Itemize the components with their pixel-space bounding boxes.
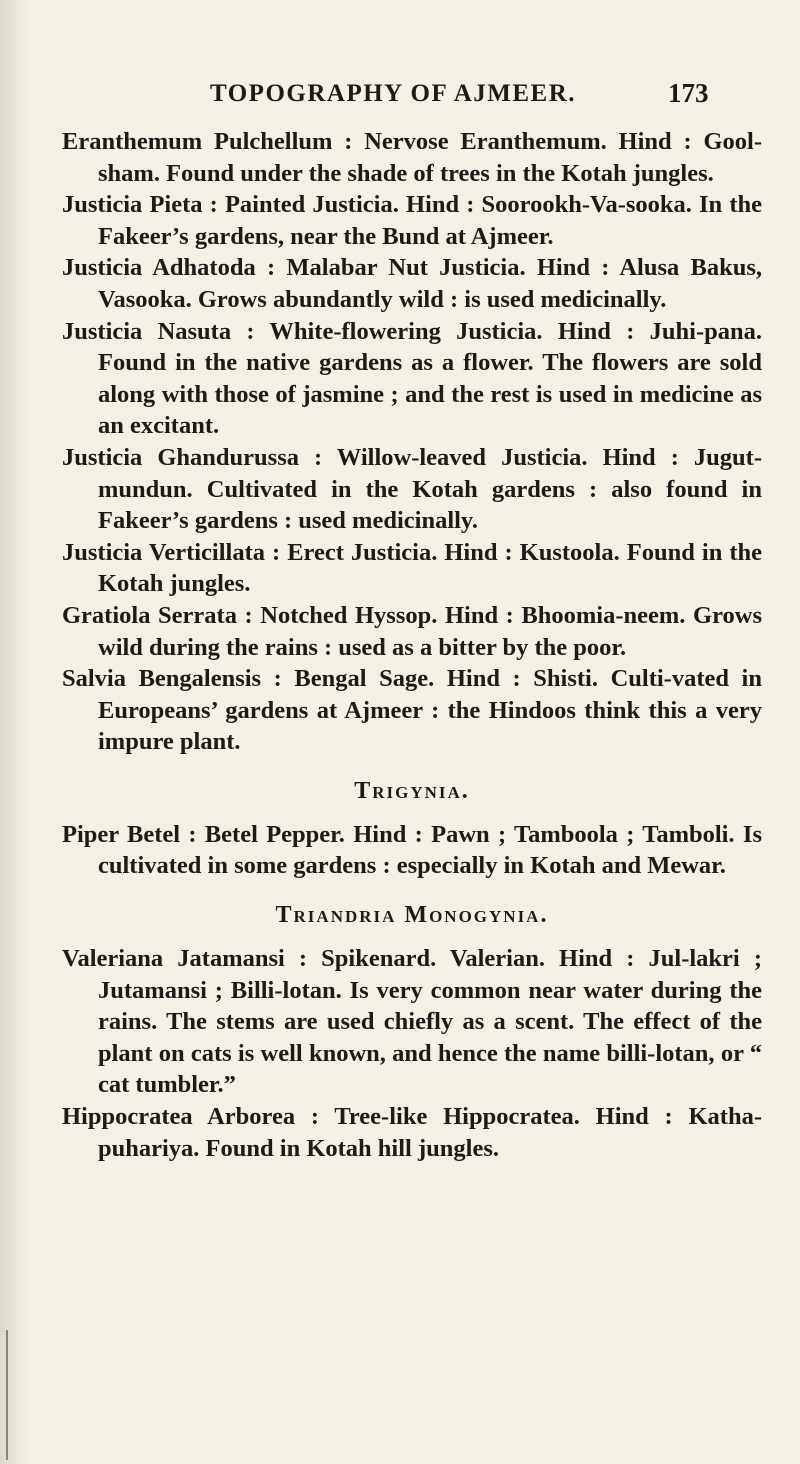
entry-justicia-verticillata: Justicia Verticillata : Erect Justicia. Hind : Kustoola. Found in the Kotah jungles.	[62, 538, 762, 598]
body-text	[62, 126, 762, 1164]
running-title: TOPOGRAPHY OF AJMEER.	[210, 80, 576, 107]
entry-justicia-adhatoda: Justicia Adhatoda : Malabar Nut Justicia. Hind : Alusa Bakus, Vasooka. Grows abundantly wild : is used medicinally.	[62, 254, 762, 313]
entry-piper-betel: Piper Betel : Betel Pepper. Hind : Pawn ; Tamboola ; Tamboli. Is cultivated in some gardens : especially in Kotah and Mewar.	[62, 820, 762, 880]
page-edge-mark	[6, 1330, 8, 1460]
entry-valeriana-jatamansi: Valeriana Jatamansi : Spikenard. Valerian. Hind : Jul-lakri ; Jutamansi ; Billi-lotan. Is very common near water during the rains. The stems are used chiefly as a scent. The effect of the plant on cats is well known, and hence the name billi-lotan, or “ cat tumbler.”	[62, 945, 762, 1099]
entry-gratiola-serrata: Gratiola Serrata : Notched Hyssop. Hind : Bhoomia-neem. Grows wild during the rains : used as a bitter by the poor.	[62, 601, 762, 661]
entry-justicia-pieta: Justicia Pieta : Painted Justicia. Hind : Soorookh-Va-sooka. In the Fakeer’s gardens, near the Bund at Ajmeer.	[62, 191, 762, 250]
running-head	[0, 72, 800, 112]
entry-salvia-bengalensis: Salvia Bengalensis : Bengal Sage. Hind : Shisti. Culti-vated in Europeans’ gardens at Ajmeer : the Hindoos think this a very impure plant.	[62, 665, 762, 756]
page-gutter-shadow	[0, 0, 28, 1464]
section-heading-triandria-monogynia: Triandria Monogynia.	[275, 902, 549, 929]
entry-hippocratea-arborea: Hippocratea Arborea : Tree-like Hippocratea. Hind : Katha-puhariya. Found in Kotah hill jungles.	[62, 1103, 762, 1162]
entry-justicia-nasuta: Justicia Nasuta : White-flowering Justicia. Hind : Juhi-pana. Found in the native gardens as a flower. The flowers are sold along with those of jasmine ; and the rest is used in medicine as an excitant.	[62, 317, 762, 440]
entry-eranthemum-pulchellum: Eranthemum Pulchellum : Nervose Eranthemum. Hind : Gool-sham. Found under the shade of trees in the Kotah jungles.	[62, 128, 762, 187]
entry-justicia-ghandurussa: Justicia Ghandurussa : Willow-leaved Justicia. Hind : Jugut-mundun. Cultivated in the Kotah gardens : also found in Fakeer’s gardens : used medicinally.	[62, 443, 762, 535]
section-heading-trigynia: Trigynia.	[354, 777, 470, 804]
page-number: 173	[668, 78, 709, 108]
